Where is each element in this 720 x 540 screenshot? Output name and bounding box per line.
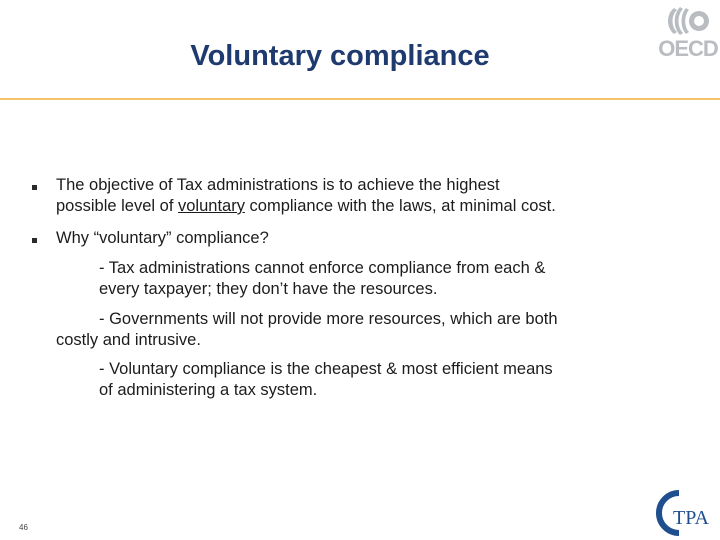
ctpa-logo-icon bbox=[655, 490, 717, 536]
page-number: 46 bbox=[19, 523, 28, 532]
point-2-line-1: - Governments will not provide more resources, which are both bbox=[99, 310, 558, 328]
bullet-1-underlined-word: voluntary bbox=[178, 197, 245, 215]
bullet-1-line-2 bbox=[56, 196, 556, 217]
bullet-1-text-a: possible level of bbox=[56, 197, 178, 215]
bullet-1-text-b: compliance with the laws, at minimal cost. bbox=[244, 197, 556, 215]
point-1-line-1: - Tax administrations cannot enforce compliance from each & bbox=[99, 259, 546, 277]
point-2-line-2: costly and intrusive. bbox=[56, 331, 201, 349]
bullet-marker bbox=[32, 185, 37, 190]
oecd-logo-text: OECD bbox=[658, 36, 718, 61]
title-divider bbox=[0, 98, 720, 100]
ctpa-logo-text: TPA bbox=[673, 507, 709, 529]
bullet-1-line-1: The objective of Tax administrations is to achieve the highest bbox=[56, 176, 500, 194]
bullet-marker bbox=[32, 238, 37, 243]
point-3-line-1: - Voluntary compliance is the cheapest & most efficient means bbox=[99, 360, 553, 378]
slide-title: Voluntary compliance bbox=[190, 40, 490, 72]
point-1-line-2: every taxpayer; they don’t have the resources. bbox=[99, 280, 438, 298]
bullet-2-line-1: Why “voluntary” compliance? bbox=[56, 229, 269, 247]
point-3-line-2: of administering a tax system. bbox=[99, 381, 318, 399]
